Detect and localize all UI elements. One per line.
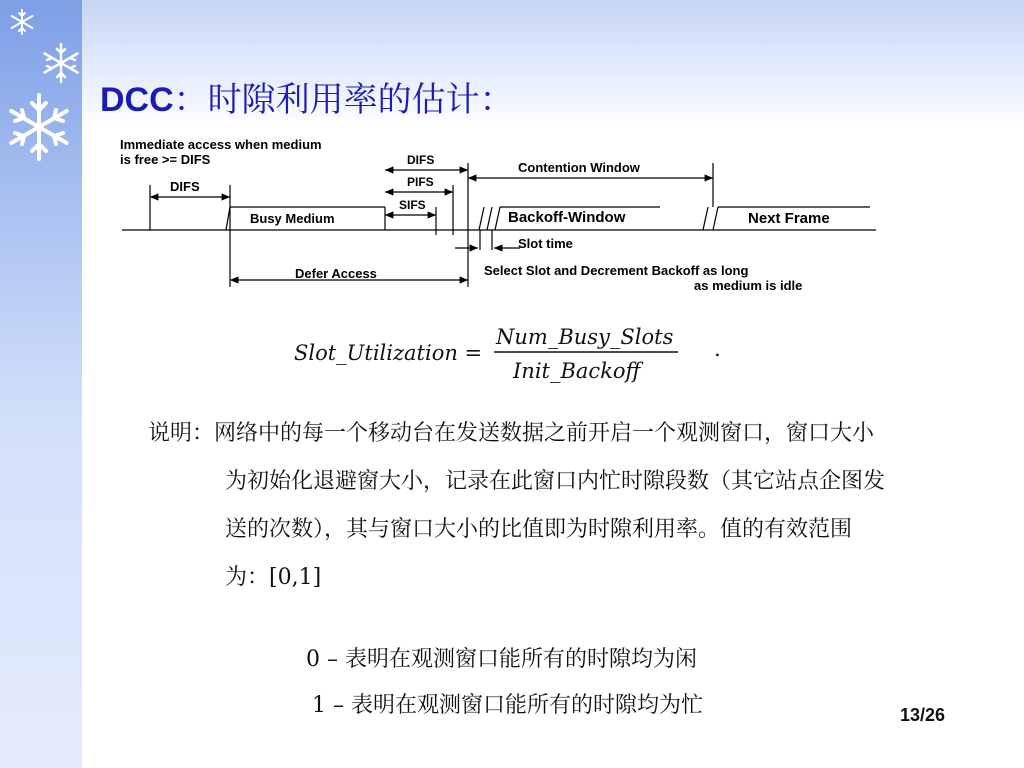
contention-window-label: Contention Window — [518, 160, 640, 175]
title-prefix: DCC — [100, 81, 174, 119]
immediate-access-label-1: Immediate access when medium — [120, 137, 322, 152]
title-text: ：时隙利用率的估计： — [173, 80, 514, 120]
formula-denominator: Init_Backoff — [513, 359, 641, 383]
meaning-one: 1 – 表明在观测窗口能所有的时隙均为忙 — [312, 693, 703, 718]
snowflake-icon — [8, 8, 36, 36]
timing-diagram — [100, 135, 880, 295]
formula-dot: . — [714, 337, 721, 361]
explanation-line: 说明：网络中的每一个移动台在发送数据之前开启一个观测窗口，窗口大小 — [148, 421, 875, 446]
formula-lhs: Slot_Utilization = — [294, 341, 483, 365]
backoff-window-label: Backoff-Window — [508, 209, 626, 226]
slot-time-label: Slot time — [518, 236, 573, 251]
meaning-zero: 0 – 表明在观测窗口能所有的时隙均为闲 — [306, 647, 697, 672]
difs-left-label: DIFS — [170, 179, 200, 194]
immediate-access-label-2: is free >= DIFS — [120, 152, 211, 167]
busy-medium-label: Busy Medium — [250, 211, 335, 226]
pifs-label: PIFS — [407, 175, 434, 189]
next-frame-label: Next Frame — [748, 210, 830, 227]
explanation-line: 送的次数），其与窗口大小的比值即为时隙利用率。值的有效范围 — [225, 517, 853, 542]
select-slot-label-2: as medium is idle — [694, 278, 803, 293]
explanation-line: 为：[0,1] — [225, 565, 322, 590]
explanation-text — [148, 410, 1008, 602]
formula-numerator: Num_Busy_Slots — [496, 325, 674, 349]
page-title — [100, 72, 514, 121]
slot-utilization-formula — [290, 318, 730, 390]
defer-access-label: Defer Access — [295, 266, 377, 281]
page-number: 13/26 — [900, 705, 946, 725]
difs-top-label: DIFS — [407, 153, 435, 167]
snowflake-icon — [4, 92, 74, 162]
explanation-line: 为初始化退避窗大小，记录在此窗口内忙时隙段数（其它站点企图发 — [225, 469, 886, 494]
sifs-label: SIFS — [399, 198, 426, 212]
snowflake-icon — [40, 42, 82, 84]
select-slot-label-1: Select Slot and Decrement Backoff as long — [484, 263, 749, 278]
